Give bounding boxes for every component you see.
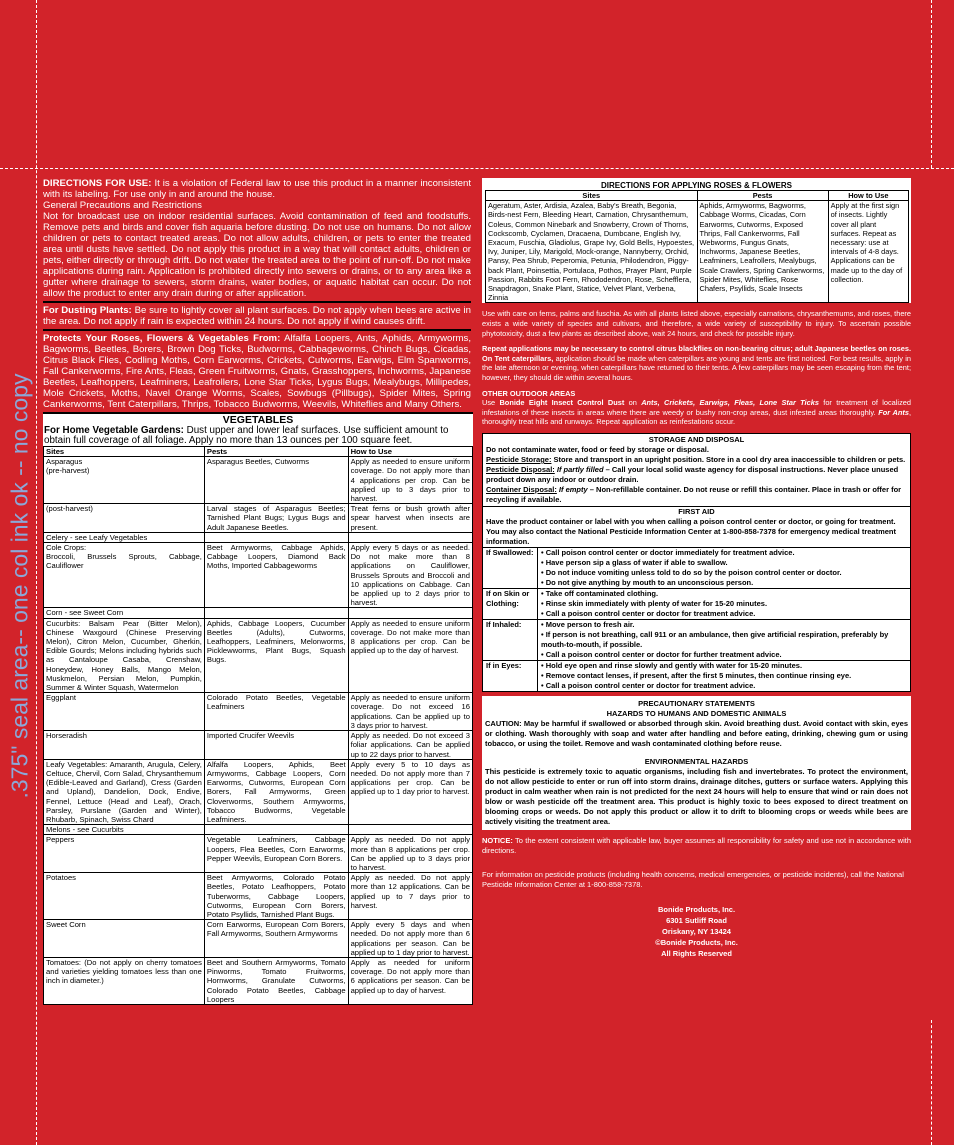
- table-cell: Beet Armyworms, Colorado Potato Beetles, Potato Leafhoppers, Potato Tuberworms, Cabbage Loopers, Cutworms, European Corn Borers, Potato Psyllids, Tarnished Plant Bugs.: [204, 873, 348, 920]
- table-cell: Apply as needed to ensure uniform coverage. Do not make more than 8 applications per crop. Can be applied up to the day of harvest.: [348, 618, 472, 693]
- first-aid-intro: Have the product container or label with you when calling a poison control center or doctor, or going for treatment. You may also contact the National Pesticide Information Center at 1-800-858-7378 for emergency medical treatment information.: [486, 516, 896, 546]
- left-column: [43, 178, 471, 1005]
- first-aid-section: [482, 507, 911, 692]
- table-row: [44, 920, 473, 958]
- first-aid-table: [483, 547, 910, 691]
- vegetables-title: VEGETABLES: [43, 412, 473, 426]
- first-aid-row: If Inhaled: • Move person to fresh air. • If person is not breathing, call 911 or an ambulance, then give artificial respiration, preferably by mouth-to-mouth, if possible. • Call a poison control center or doctor for further treatment advice.: [483, 619, 910, 660]
- environmental-text: This pesticide is extremely toxic to aquatic organisms, including fish and invertebrates. To protect the environment, do not allow pesticide to enter or run off into storm drains, drainage ditches, gutters or surface waters. Applying this product in calm weather when rain is not predicted for the next 24 hours will help to ensure that wind or rain does not blow or wash pesticide off the treatment area. This product is highly toxic to bees exposed to direct treatment on blooming crops or weeds. Do not apply this product or allow it to drift to blooming crops or weeds while bees are actively visiting the treatment area.: [485, 766, 908, 826]
- table-cell: Apply every 5 days and when needed. Do not apply more than 6 applications per season. Can be applied up to 1 day prior to harvest.: [348, 920, 472, 958]
- table-cell: Apply every 5 to 10 days as needed. Do not apply more than 7 applications per crop. Can be applied up to 1 day prior to harvest.: [348, 759, 472, 824]
- company-address: Bonide Products, Inc. 6301 Sutliff Road Oriskany, NY 13424 ©Bonide Products, Inc. All Rights Reserved: [655, 904, 738, 958]
- storage-title: STORAGE AND DISPOSAL: [648, 434, 745, 444]
- notice-paragraph: NOTICE: To the extent consistent with applicable law, buyer assumes all responsibility for safety and use not in accordance with directions.: [482, 835, 911, 855]
- list-item: • Move person to fresh air.: [541, 620, 907, 630]
- roses-pests: Aphids, Armyworms, Bagworms, Cabbage Worms, Cicadas, Corn Earworms, Cutworms, Exposed Thrips, Fall Cankerworms, Fall Webworms, Fungus Gnats, Inchworms, Japanese Beetles, Leafminers, Leafrollers, Mealybugs, Scale Crawlers, Spring Cankerworms, Spider Mites, Whiteflies, Rose Chafers, Psyllids, Scale Insects: [697, 201, 828, 303]
- first-aid-row: If in Eyes: • Hold eye open and rinse slowly and gently with water for 15-20 minutes. • Remove contact lenses, if present, after the first 5 minutes, then continue rinsing eye. • Call a poison control center or doctor for treatment advice.: [483, 660, 910, 691]
- fold-line-left: [36, 0, 37, 1145]
- list-item: • Call a poison control center or doctor for treatment advice.: [541, 681, 907, 691]
- table-cell: Apply as needed. Do not exceed 3 foliar applications. Can be applied up to 22 days prior to harvest.: [348, 731, 472, 760]
- table-cell: Peppers: [44, 835, 205, 873]
- table-row: [44, 457, 473, 504]
- table-row: [44, 618, 473, 693]
- table-cell: Sweet Corn: [44, 920, 205, 958]
- table-row: [44, 873, 473, 920]
- table-cell: Beet Armyworms, Cabbage Aphids, Cabbage Loopers, Diamond Back Moths, Imported Cabbageworms: [204, 543, 348, 608]
- first-aid-title: FIRST AID: [678, 506, 715, 516]
- table-cell: Corn Earworms, European Corn Borers, Fall Armyworms, Southern Armyworms: [204, 920, 348, 958]
- list-item: • Have person sip a glass of water if able to swallow.: [541, 558, 907, 568]
- table-cell: Apply as needed to ensure uniform coverage. Do not apply more than 4 applications per crop. Can be applied up to 3 days prior to harvest.: [348, 457, 472, 504]
- table-row: [44, 693, 473, 731]
- repeat-paragraph: Repeat applications may be necessary to control citrus blackflies on non-bearing citrus; adult Japanese beetles on roses. On Tent caterpillars, application should be made when caterpillars are young and tents are first noticed. For best results, apply in the late afternoon or evening, when caterpillars have returned to their tents. A few caterpillars may be seen escaping from the tent; however, they should die within several hours.: [482, 344, 911, 382]
- list-item: • If person is not breathing, call 911 or an ambulance, then give artificial respiration, preferably by mouth-to-mouth, if possible.: [541, 630, 907, 650]
- vegetables-intro: For Home Vegetable Gardens: Dust upper and lower leaf surfaces. Use sufficient amount to obtain full coverage of all foliage. Apply no more than 13 ounces per 100 square feet.: [44, 425, 449, 446]
- table-row: [44, 532, 473, 542]
- list-item: • Do not induce vomiting unless told to do so by the poison control center or doctor.: [541, 568, 907, 578]
- table-cell: [348, 608, 472, 618]
- table-cell: Melons - see Cucurbits: [44, 825, 205, 835]
- list-item: • Remove contact lenses, if present, after the first 5 minutes, then continue rinsing eye.: [541, 671, 907, 681]
- list-item: • Do not give anything by mouth to an unconscious person.: [541, 578, 907, 588]
- list-item: • Call a poison control center or doctor for further treatment advice.: [541, 650, 907, 660]
- table-row: [44, 504, 473, 533]
- fold-line-right-lower: [931, 1020, 932, 1145]
- table-cell: [348, 825, 472, 835]
- table-row: [44, 731, 473, 760]
- table-cell: Horseradish: [44, 731, 205, 760]
- table-cell: Apply as needed. Do not apply more than 12 applications. Can be applied up to 7 days prior to harvest.: [348, 873, 472, 920]
- table-cell: Cole Crops: Broccoli, Brussels Sprouts, Cabbage, Cauliflower: [44, 543, 205, 608]
- col-pests: Pests: [204, 447, 348, 457]
- care-paragraph: Use with care on ferns, palms and fuschia. As with all plants listed above, especially carnations, chrysanthemums, and roses, there exists a wide variety of species and cultivars, and therefore, a wide variety of susceptibility to injury. To ascertain possible phytotoxicity, dust a few plants as described above, wait 24 hours, and check for possible injury.: [482, 309, 911, 338]
- list-item: • Call poison control center or doctor immediately for treatment advice.: [541, 548, 907, 558]
- table-cell: Leafy Vegetables: Amaranth, Arugula, Celery, Celtuce, Chervil, Corn Salad, Chrysanthemum (Edible-Leaved and Garland), Cress (Garden and Upland), Dandelion, Dock, Endive, Fennel, Lettuce (Head and Leaf), Orach, Parsley, Purslane (Garden and Winter), Rhubarb, Spinach, Swiss Chard: [44, 759, 205, 824]
- table-row: [44, 957, 473, 1004]
- list-item: • Call a poison control center or doctor for treatment advice.: [541, 609, 907, 619]
- table-cell: Apply every 5 days or as needed. Do not make more than 8 applications on Cauliflower, Brussels Sprouts and Broccoli and 10 applications on Cabbage. Can be applied up to 2 days prior to harvest.: [348, 543, 472, 608]
- right-column: [482, 178, 911, 959]
- table-cell: Apply as needed for uniform coverage. Do not apply more than 6 applications per season. Can be applied up to day of harvest.: [348, 957, 472, 1004]
- table-row: [44, 608, 473, 618]
- seal-area-note: .375" seal area-- one col ink ok -- no copy: [6, 373, 33, 799]
- table-cell: Apply as needed. Do not apply more than 8 applications per crop. Can be applied up to 3 days prior to harvest.: [348, 835, 472, 873]
- roses-use: Apply at the first sign of insects. Lightly cover all plant surfaces. Repeat as necessary: use at intervals of 4-8 days. Applications can be made up to the day of collection.: [828, 201, 908, 303]
- table-cell: Aphids, Cabbage Loopers, Cucumber Beetles (Adults), Cutworms, Leafhoppers, Leafminers, Melonworms, Picklewworms, Plant Bugs, Squash Bugs.: [204, 618, 348, 693]
- storage-section: STORAGE AND DISPOSAL Do not contaminate water, food or feed by storage or disposal. Pesticide Storage: Store and transport in an upright position. Store in a cool dry area inaccessible to children or pets. Pesticide Disposal: If partly filled – Call your local solid waste agency for disposal instructions. Never place unused product down any indoor or outdoor drain. Container Disposal: If empty – Non-refillable container. Do not reuse or refill this container. Place in trash or offer for recycling if available.: [482, 433, 911, 507]
- first-aid-row: If Swallowed: • Call poison control center or doctor immediately for treatment advice. • Have person sip a glass of water if able to swallow. • Do not induce vomiting unless told to do so by the poison control center or doctor. • Do not give anything by mouth to an unconscious person.: [483, 547, 910, 588]
- vegetables-table: [43, 446, 473, 1005]
- table-cell: Imported Crucifer Weevils: [204, 731, 348, 760]
- table-cell: Apply as needed to ensure uniform coverage. Do not exceed 16 applications. Can be applied up to 3 days prior to harvest.: [348, 693, 472, 731]
- caution-text: CAUTION: May be harmful if swallowed or absorbed through skin. Avoid breathing dust. Avoid contact with skin, eyes or clothing. Wash thoroughly with soap and water after handling and before eating, drinking, chewing gum or using tobacco, or using the toilet. Remove and wash contaminated clothing before reuse.: [485, 718, 908, 748]
- table-row: [44, 835, 473, 873]
- list-item: • Take off contaminated clothing.: [541, 589, 907, 599]
- table-cell: (post-harvest): [44, 504, 205, 533]
- col-sites: Sites: [44, 447, 205, 457]
- table-row: [44, 543, 473, 608]
- table-cell: Asparagus Beetles, Cutworms: [204, 457, 348, 504]
- table-cell: Beet and Southern Armyworms, Tomato Pinworms, Tomato Fruitworms, Hornworms, Granulate Cutworms, Colorado Potato Beetles, Cabbage Loopers: [204, 957, 348, 1004]
- table-cell: Colorado Potato Beetles, Vegetable Leafminers: [204, 693, 348, 731]
- table-cell: [348, 532, 472, 542]
- directions-paragraph: DIRECTIONS FOR USE: It is a violation of Federal law to use this product in a manner inconsistent with its labeling. For use only in and around the house.: [43, 178, 471, 200]
- table-cell: Tomatoes: (Do not apply on cherry tomatoes and varieties yielding tomatoes less than one inch in diameter.): [44, 957, 205, 1004]
- list-item: • Hold eye open and rinse slowly and gently with water for 15-20 minutes.: [541, 661, 907, 671]
- list-item: • Rinse skin immediately with plenty of water for 15-20 minutes.: [541, 599, 907, 609]
- table-row: [44, 825, 473, 835]
- roses-title: DIRECTIONS FOR APPLYING ROSES & FLOWERS: [601, 181, 792, 190]
- general-title: General Precautions and Restrictions: [43, 200, 202, 211]
- table-cell: Vegetable Leafminers, Cabbage Loopers, Flea Beetles, Corn Earworms, Pepper Weevils, European Corn Borers.: [204, 835, 348, 873]
- general-text: Not for broadcast use on indoor residential surfaces. Avoid contamination of feed and foodstuffs. Remove pets and birds and cover fish aquaria before dusting. Do not use on humans. Do not allow children or pets to contact treated areas. Do not allow adults, children, or pets to enter the treated area until dusts have settled. Do not apply this product in a way that will contact adults, children or pets, either directly or through drift. Do not water the treated area to the point of run-off. Do not make applications during rain. Application is prohibited directly into sewers or drains, or to any area like a gutter where drainage to sewers, storm drains, water bodies, or aquatic habitat can occur. Do not allow the product to enter any drain during or after application.: [43, 211, 471, 299]
- info-paragraph: For information on pesticide products (including health concerns, medical emergencies, or pesticide incidents), call the National Pesticide Information Center at 1-800-858-7378.: [482, 869, 904, 889]
- table-cell: Corn - see Sweet Corn: [44, 608, 205, 618]
- col-how-to-use: How to Use: [348, 447, 472, 457]
- roses-table: [485, 190, 909, 303]
- fold-line-top: [0, 168, 954, 169]
- table-cell: Eggplant: [44, 693, 205, 731]
- dusting-paragraph: For Dusting Plants: Be sure to lightly cover all plant surfaces. Do not apply when bees are active in the area. Do not apply if rain is expected within 24 hours. Do not apply if wind causes drift.: [43, 305, 472, 327]
- table-cell: Larval stages of Asparagus Beetles; Tarnished Plant Bugs; Lygus Bugs and Adult Japanese Beetles.: [204, 504, 348, 533]
- roses-col-pests: Pests: [697, 191, 828, 201]
- roses-sites: Ageratum, Aster, Ardisia, Azalea, Baby's Breath, Begonia, Birds-nest Fern, Bleeding Heart, Carnation, Chrysanthemum, Coleus, Common Ninebark and Snowberry, Crown of Thorns, Cockscomb, Cyclamen, Dracaena, Dumbcane, English Ivy, Exacum, Fuschia, Gladiolus, Grape Ivy, Gold Bells, Hypoestes, Ivy, Juniper, Lily, Marigold, Mock-orange, Nannyberry, Orchid, Pansy, Pea Shrub, Peperomia, Petunia, Philodendron, Piggy-back Plant, Poinsettia, Portulaca, Pothos, Prayer Plant, Purple Passion, Rabbits Foot Fern, Rhododendron, Rose, Schefflera, Snapdragon, Snake Plant, Statice, Velvet Plant, Verbena, Zinnia: [486, 201, 698, 303]
- vegetables-section: [43, 412, 473, 1005]
- outdoor-paragraph: OTHER OUTDOOR AREAS Use Bonide Eight Insect Control Dust on Ants, Crickets, Earwigs, Fleas, Lone Star Ticks for treatment of localized infestations of these insects in areas where there are weedy or bushy non-crop areas, dust infested areas thoroughly. For Ants, thoroughly treat hills and runways. Repeat application as reinfestations occur.: [482, 388, 911, 427]
- table-cell: Potatoes: [44, 873, 205, 920]
- table-cell: Alfalfa Loopers, Aphids, Beet Armyworms, Cabbage Loopers, Corn Earworms, Cutworms, European Corn Borers, Fall Armyworms, Green Cloverworms, Southern Armyworms, Tobacco Budworms, Vegetable Leafminers.: [204, 759, 348, 824]
- fold-line-right: [931, 0, 932, 168]
- roses-col-sites: Sites: [486, 191, 698, 201]
- table-cell: [204, 532, 348, 542]
- protects-paragraph: Protects Your Roses, Flowers & Vegetables From: Alfalfa Loopers, Ants, Aphids, Armyworms, Bagworms, Beetles, Borers, Brown Dog Ticks, Budworms, Cabbageworms, Chinch Bugs, Cicadas, Citrus Black Flies, Codling Moths, Corn Earworms, Crickets, Cutworms, Earwigs, Elm Spanworms, Fall Cankerworms, Fire Ants, Fleas, Green Fruitworms, Gnats, Grasshoppers, Inchworms, Japanese Beetles, Leafhoppers, Leafminers, Leafrollers, Lone Star Ticks, Lygus Bugs, Mealybugs, Millipedes, Mole Crickets, Moths, Navel Orange Worms, Scales, Sowbugs (Pillbugs), Spider Mites, Spring Cankerworms, Tent Caterpillars, Thrips, Tobacco Budworms, Weevils, Whiteflies and Many Others.: [43, 333, 471, 410]
- table-cell: Celery - see Leafy Vegetables: [44, 532, 205, 542]
- precautionary-section: PRECAUTIONARY STATEMENTS HAZARDS TO HUMANS AND DOMESTIC ANIMALS CAUTION: May be harmful if swallowed or absorbed through skin. Avoid breathing dust. Avoid contact with skin, eyes or clothing. Wash thoroughly with soap and water after handling and before eating, drinking, chewing gum or using tobacco, or using the toilet. Remove and wash contaminated clothing before reuse. ENVIRONMENTAL HAZARDS This pesticide is extremely toxic to aquatic organisms, including fish and invertebrates. To protect the environment, do not allow pesticide to enter or run off into storm drains, drainage ditches, gutters or surface waters. Applying this product in calm weather when rain is not predicted for the next 24 hours will help to ensure that wind or rain does not blow or wash pesticide off the treatment area. This product is highly toxic to bees exposed to direct treatment on blooming crops or weeds. Do not apply this product or allow it to drift to blooming crops or weeds while bees are actively visiting the treatment area.: [482, 696, 911, 830]
- table-cell: [204, 825, 348, 835]
- table-cell: Treat ferns or bush growth after spear harvest when insects are present.: [348, 504, 472, 533]
- table-cell: Cucurbits: Balsam Pear (Bitter Melon), Chinese Waxgourd (Chinese Preserving Melon), Citron Melon, Cucumber, Gherkin, Edible Gourds; Melons including hybrids such as Cantaloupe Casaba, Crenshaw, Honeydew, Honey Balls, Mango Melon, Muskmelon, Persian Melon, Pumpkin, Summer & Winter Squash, Watermelon: [44, 618, 205, 693]
- table-cell: [204, 608, 348, 618]
- roses-col-how: How to Use: [828, 191, 908, 201]
- table-row: [44, 759, 473, 824]
- first-aid-row: If on Skin or Clothing: • Take off contaminated clothing. • Rinse skin immediately with plenty of water for 15-20 minutes. • Call a poison control center or doctor for treatment advice.: [483, 588, 910, 619]
- table-cell: Asparagus (pre-harvest): [44, 457, 205, 504]
- roses-section: [482, 178, 911, 303]
